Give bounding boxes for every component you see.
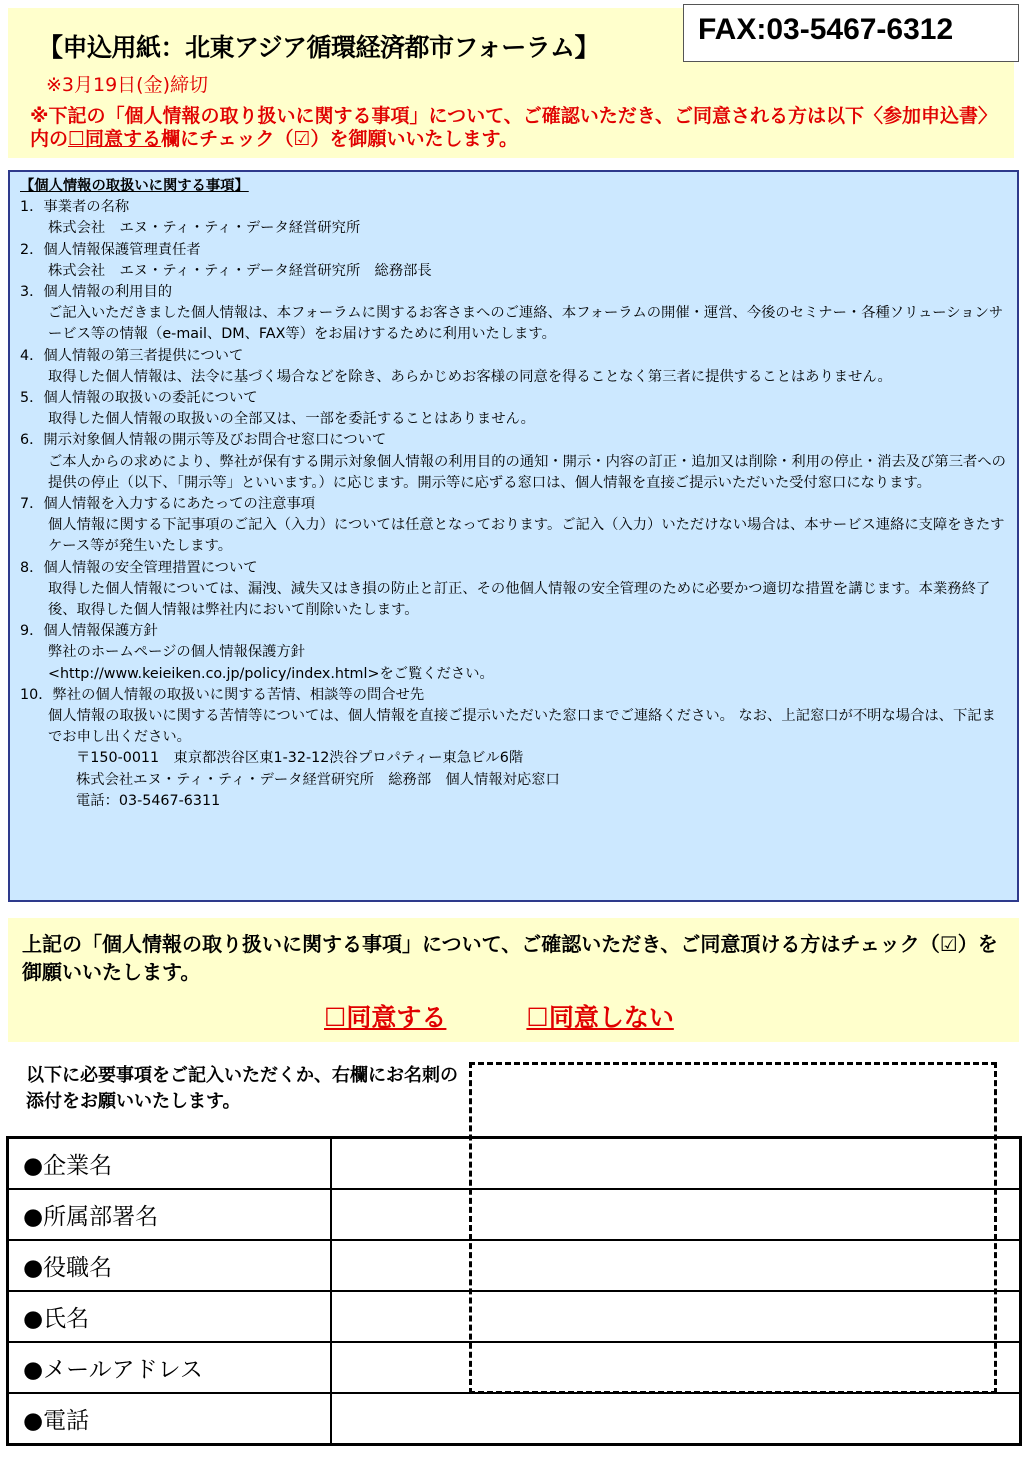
form-row-company bbox=[8, 1138, 1021, 1189]
email-field[interactable] bbox=[331, 1342, 1021, 1393]
notice-agree-ref: ☐同意する bbox=[68, 128, 162, 150]
contact-company: 株式会社エヌ・ティ・ティ・データ経営研究所 総務部 個人情報対応窓口 bbox=[76, 771, 560, 788]
privacy-item-title: 3．個人情報の利用目的 bbox=[20, 284, 173, 301]
privacy-item bbox=[20, 388, 1009, 430]
form-row-name bbox=[8, 1291, 1021, 1342]
contact-address: 〒150-0011 東京都渋谷区東1-32-12渋谷プロパティー東急ビル6階 bbox=[76, 750, 524, 767]
privacy-policy-box bbox=[8, 170, 1019, 902]
phone-input[interactable] bbox=[346, 1393, 1024, 1444]
form-row-phone bbox=[8, 1393, 1021, 1444]
privacy-item bbox=[20, 282, 1009, 346]
consent-panel bbox=[8, 918, 1019, 1042]
email-label: ●メールアドレス bbox=[8, 1342, 331, 1393]
privacy-item-title: 7．個人情報を入力するにあたっての注意事項 bbox=[20, 496, 316, 513]
department-input[interactable] bbox=[346, 1189, 1024, 1240]
privacy-item-title: 4．個人情報の第三者提供について bbox=[20, 347, 244, 364]
privacy-item-text: 個人情報に関する下記事項のご記入（入力）については任意となっております。ご記入（入力）いただけない場合は、本サービス連絡に支障をきたすケース等が発生いたします。 bbox=[48, 517, 1005, 555]
form-instruction: 以下に必要事項をご記入いただくか、右欄にお名刺の添付をお願いいたします。 bbox=[26, 1065, 458, 1112]
name-field[interactable] bbox=[331, 1291, 1021, 1342]
form-row-email bbox=[8, 1342, 1021, 1393]
privacy-item-text: 株式会社 エヌ・ティ・ティ・データ経営研究所 bbox=[48, 220, 361, 237]
privacy-item-title: 6．開示対象個人情報の開示等及びお問合せ窓口について bbox=[20, 432, 387, 449]
name-input[interactable] bbox=[346, 1291, 1024, 1342]
privacy-item-text: 株式会社 エヌ・ティ・ティ・データ経営研究所 総務部長 bbox=[48, 262, 432, 279]
disagree-checkbox[interactable]: ☐同意しない bbox=[526, 1003, 674, 1032]
privacy-item-text: 取得した個人情報の取扱いの全部又は、一部を委託することはありません。 bbox=[48, 411, 535, 428]
privacy-item-title: 10．弊社の個人情報の取扱いに関する苦情、相談等の問合せ先 bbox=[20, 686, 425, 703]
phone-label: ●電話 bbox=[8, 1393, 331, 1444]
agree-checkbox[interactable]: ☐同意する bbox=[324, 1003, 447, 1032]
privacy-item-text: ご記入いただきました個人情報は、本フォーラムに関するお客さまへのご連絡、本フォーラムの開催・運営、今後のセミナー・各種ソリューションサービス等の情報（e-mail、DM、FAX等）をお届けするために利用いたします。 bbox=[48, 305, 1004, 343]
notice-text-1: ※下記の「個人情報の取り扱いに関する事項」について、ご確認いただき、ご同意される方は以下〈参加申込書〉内の bbox=[30, 105, 997, 150]
privacy-item bbox=[20, 430, 1009, 494]
privacy-item-text: 弊社のホームページの個人情報保護方針 bbox=[48, 644, 306, 661]
policy-url: <http://www.keieiken.co.jp/policy/index.html>をご覧ください。 bbox=[48, 665, 494, 682]
company-input[interactable] bbox=[346, 1138, 1024, 1189]
privacy-item-title: 8．個人情報の安全管理措置について bbox=[20, 559, 258, 576]
email-input[interactable] bbox=[346, 1342, 1024, 1393]
form-row-department bbox=[8, 1189, 1021, 1240]
privacy-item bbox=[20, 240, 1009, 282]
privacy-item bbox=[20, 346, 1009, 388]
privacy-item bbox=[20, 494, 1009, 558]
contact-phone: 電話：03-5467-6311 bbox=[76, 792, 221, 809]
consent-text: 上記の「個人情報の取り扱いに関する事項」について、ご確認いただき、ご同意頂ける方はチェック（☑）を御願いいたします。 bbox=[22, 932, 998, 984]
company-field[interactable] bbox=[331, 1138, 1021, 1189]
privacy-item bbox=[20, 558, 1009, 622]
notice-text-2: 欄にチェック（☑）を御願いいたします。 bbox=[161, 128, 519, 150]
privacy-item-title: 1．事業者の名称 bbox=[20, 199, 130, 216]
privacy-item bbox=[20, 685, 1009, 812]
phone-field[interactable] bbox=[331, 1393, 1021, 1444]
privacy-item bbox=[20, 197, 1009, 239]
privacy-item-title: 5．個人情報の取扱いの委託について bbox=[20, 390, 258, 407]
position-label: ●役職名 bbox=[8, 1240, 331, 1291]
registration-form bbox=[6, 1136, 1022, 1446]
department-field[interactable] bbox=[331, 1189, 1021, 1240]
privacy-item-text: 取得した個人情報は、法令に基づく場合などを除き、あらかじめお客様の同意を得ることなく第三者に提供することはありません。 bbox=[48, 368, 892, 385]
privacy-item bbox=[20, 621, 1009, 685]
department-label: ●所属部署名 bbox=[8, 1189, 331, 1240]
privacy-item-title: 9．個人情報保護方針 bbox=[20, 623, 158, 640]
privacy-item-title: 2．個人情報保護管理責任者 bbox=[20, 241, 201, 258]
consent-notice bbox=[30, 105, 1015, 151]
deadline: ※3月19日(金)締切 bbox=[46, 74, 209, 96]
fax-number: FAX:03-5467-6312 bbox=[683, 4, 1019, 62]
consent-options bbox=[324, 998, 674, 1034]
company-label: ●企業名 bbox=[8, 1138, 331, 1189]
form-title: 【申込用紙：北東アジア循環経済都市フォーラム】 bbox=[38, 33, 600, 62]
privacy-heading: 【個人情報の取扱いに関する事項】 bbox=[20, 178, 249, 194]
privacy-item-text: ご本人からの求めにより、弊社が保有する開示対象個人情報の利用目的の通知・開示・内容の訂正・追加又は削除・利用の停止・消去及び第三者への提供の停止（以下、「開示等」といいます。）に応じます。開示等に応ずる窓口は、個人情報を直接ご提示いただいた受付窓口になります。 bbox=[48, 453, 1006, 491]
form-row-position bbox=[8, 1240, 1021, 1291]
privacy-item-text: 取得した個人情報については、漏洩、減失又はき損の防止と訂正、その他個人情報の安全管理のために必要かつ適切な措置を講じます。本業務終了後、取得した個人情報は弊社内において削除いたします。 bbox=[48, 580, 991, 619]
position-input[interactable] bbox=[346, 1240, 1024, 1291]
position-field[interactable] bbox=[331, 1240, 1021, 1291]
name-label: ●氏名 bbox=[8, 1291, 331, 1342]
privacy-item-text: 個人情報の取扱いに関する苦情等については、個人情報を直接ご提示いただいた窓口までご連絡ください。 なお、上記窓口が不明な場合は、下記までお申し出ください。 bbox=[48, 708, 996, 746]
